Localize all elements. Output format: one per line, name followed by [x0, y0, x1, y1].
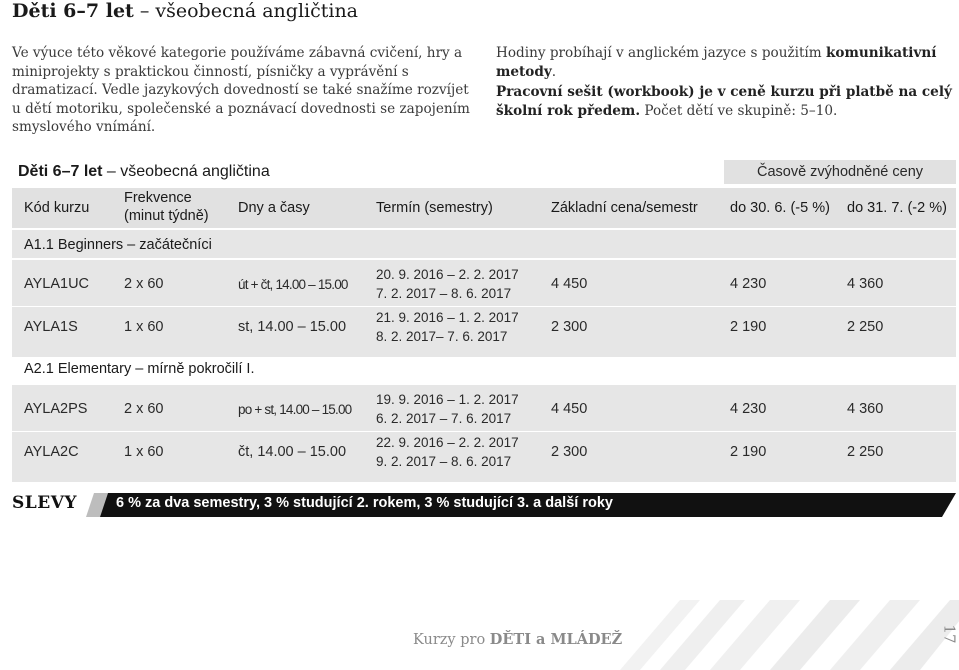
table-column-header: [12, 188, 956, 228]
col-promo1: do 30. 6. (-5 %): [730, 200, 830, 216]
row-freq: 2 x 60: [124, 401, 164, 417]
row-days: st, 14.00 – 15.00: [238, 319, 347, 335]
promo-header: Časově zvýhodněné ceny: [724, 160, 956, 184]
intro-right: [496, 44, 956, 120]
col-freq-2: (minut týdně): [124, 208, 209, 224]
intro-left: [12, 44, 480, 137]
row-promo2: 2 250: [847, 444, 884, 460]
col-days: Dny a časy: [238, 200, 310, 216]
page-title: Děti 6–7 let – všeobecná angličtina: [12, 0, 359, 22]
col-freq-1: Frekvence: [124, 190, 192, 206]
row-price: 4 450: [551, 276, 588, 292]
level-label: A2.1 Elementary – mírně pokročilí I.: [24, 361, 255, 377]
row-promo2: 4 360: [847, 401, 884, 417]
row-term-1: 19. 9. 2016 – 1. 2. 2017: [376, 392, 519, 407]
row-promo1: 2 190: [730, 319, 767, 335]
row-freq: 1 x 60: [124, 319, 164, 335]
row-promo1: 2 190: [730, 444, 767, 460]
discounts-text: 6 % za dva semestry, 3 % studující 2. rokem, 3 % studující 3. a další roky: [116, 495, 613, 511]
row-price: 2 300: [551, 444, 588, 460]
row-term-2: 7. 2. 2017 – 8. 6. 2017: [376, 286, 512, 301]
page-number: 17: [940, 624, 959, 644]
row-freq: 2 x 60: [124, 276, 164, 292]
row-freq: 1 x 60: [124, 444, 164, 460]
row-code: AYLA1UC: [24, 276, 90, 292]
row-term-1: 21. 9. 2016 – 1. 2. 2017: [376, 310, 519, 325]
row-promo1: 4 230: [730, 401, 767, 417]
row-promo2: 2 250: [847, 319, 884, 335]
row-term-1: 20. 9. 2016 – 2. 2. 2017: [376, 267, 519, 282]
level-label: A1.1 Beginners – začátečníci: [24, 237, 212, 253]
footer-text: Kurzy pro DĚTI a MLÁDEŽ: [413, 631, 623, 648]
row-term-2: 8. 2. 2017– 7. 6. 2017: [376, 329, 508, 344]
col-term: Termín (semestry): [376, 200, 493, 216]
table-row: [12, 307, 956, 357]
row-promo1: 4 230: [730, 276, 767, 292]
col-price: Základní cena/semestr: [551, 200, 698, 216]
row-term-2: 9. 2. 2017 – 8. 6. 2017: [376, 454, 512, 469]
table-row: [12, 385, 956, 435]
col-code: Kód kurzu: [24, 200, 90, 216]
table-row: [12, 432, 956, 482]
row-price: 4 450: [551, 401, 588, 417]
row-term-2: 6. 2. 2017 – 7. 6. 2017: [376, 411, 512, 426]
row-code: AYLA1S: [24, 319, 78, 335]
row-days: čt, 14.00 – 15.00: [238, 444, 347, 460]
intro-workbook-text: Pracovní sešit (workbook) je v ceně kurzu při platbě na celý školní rok předem. Počet dětí ve skupině: 5–10.: [496, 84, 952, 119]
row-days: út + čt, 14.00 – 15.00: [238, 277, 348, 292]
row-promo2: 4 360: [847, 276, 884, 292]
intro-method-text: Hodiny probíhají v anglickém jazyce s použitím komunikativní metody.: [496, 45, 937, 80]
row-code: AYLA2PS: [24, 401, 88, 417]
row-code: AYLA2C: [24, 444, 79, 460]
row-term-1: 22. 9. 2016 – 2. 2. 2017: [376, 435, 519, 450]
intro-left-text: Ve výuce této věkové kategorie používáme zábavná cvičení, hry a miniprojekty s praktickou činností, písničky a vyprávění s dramatizací. Vedle jazykových dovedností se také snažíme rozvíjet u dětí motoriku, společenské a poznávací dovednosti se zapojením smyslového vnímání.: [12, 45, 470, 136]
table-row: [12, 260, 956, 310]
col-promo2: do 31. 7. (-2 %): [847, 200, 947, 216]
table-title: Děti 6–7 let – všeobecná angličtina: [18, 163, 270, 180]
row-days: po + st, 14.00 – 15.00: [238, 402, 352, 417]
row-price: 2 300: [551, 319, 588, 335]
discounts-label: SLEVY: [12, 493, 78, 513]
